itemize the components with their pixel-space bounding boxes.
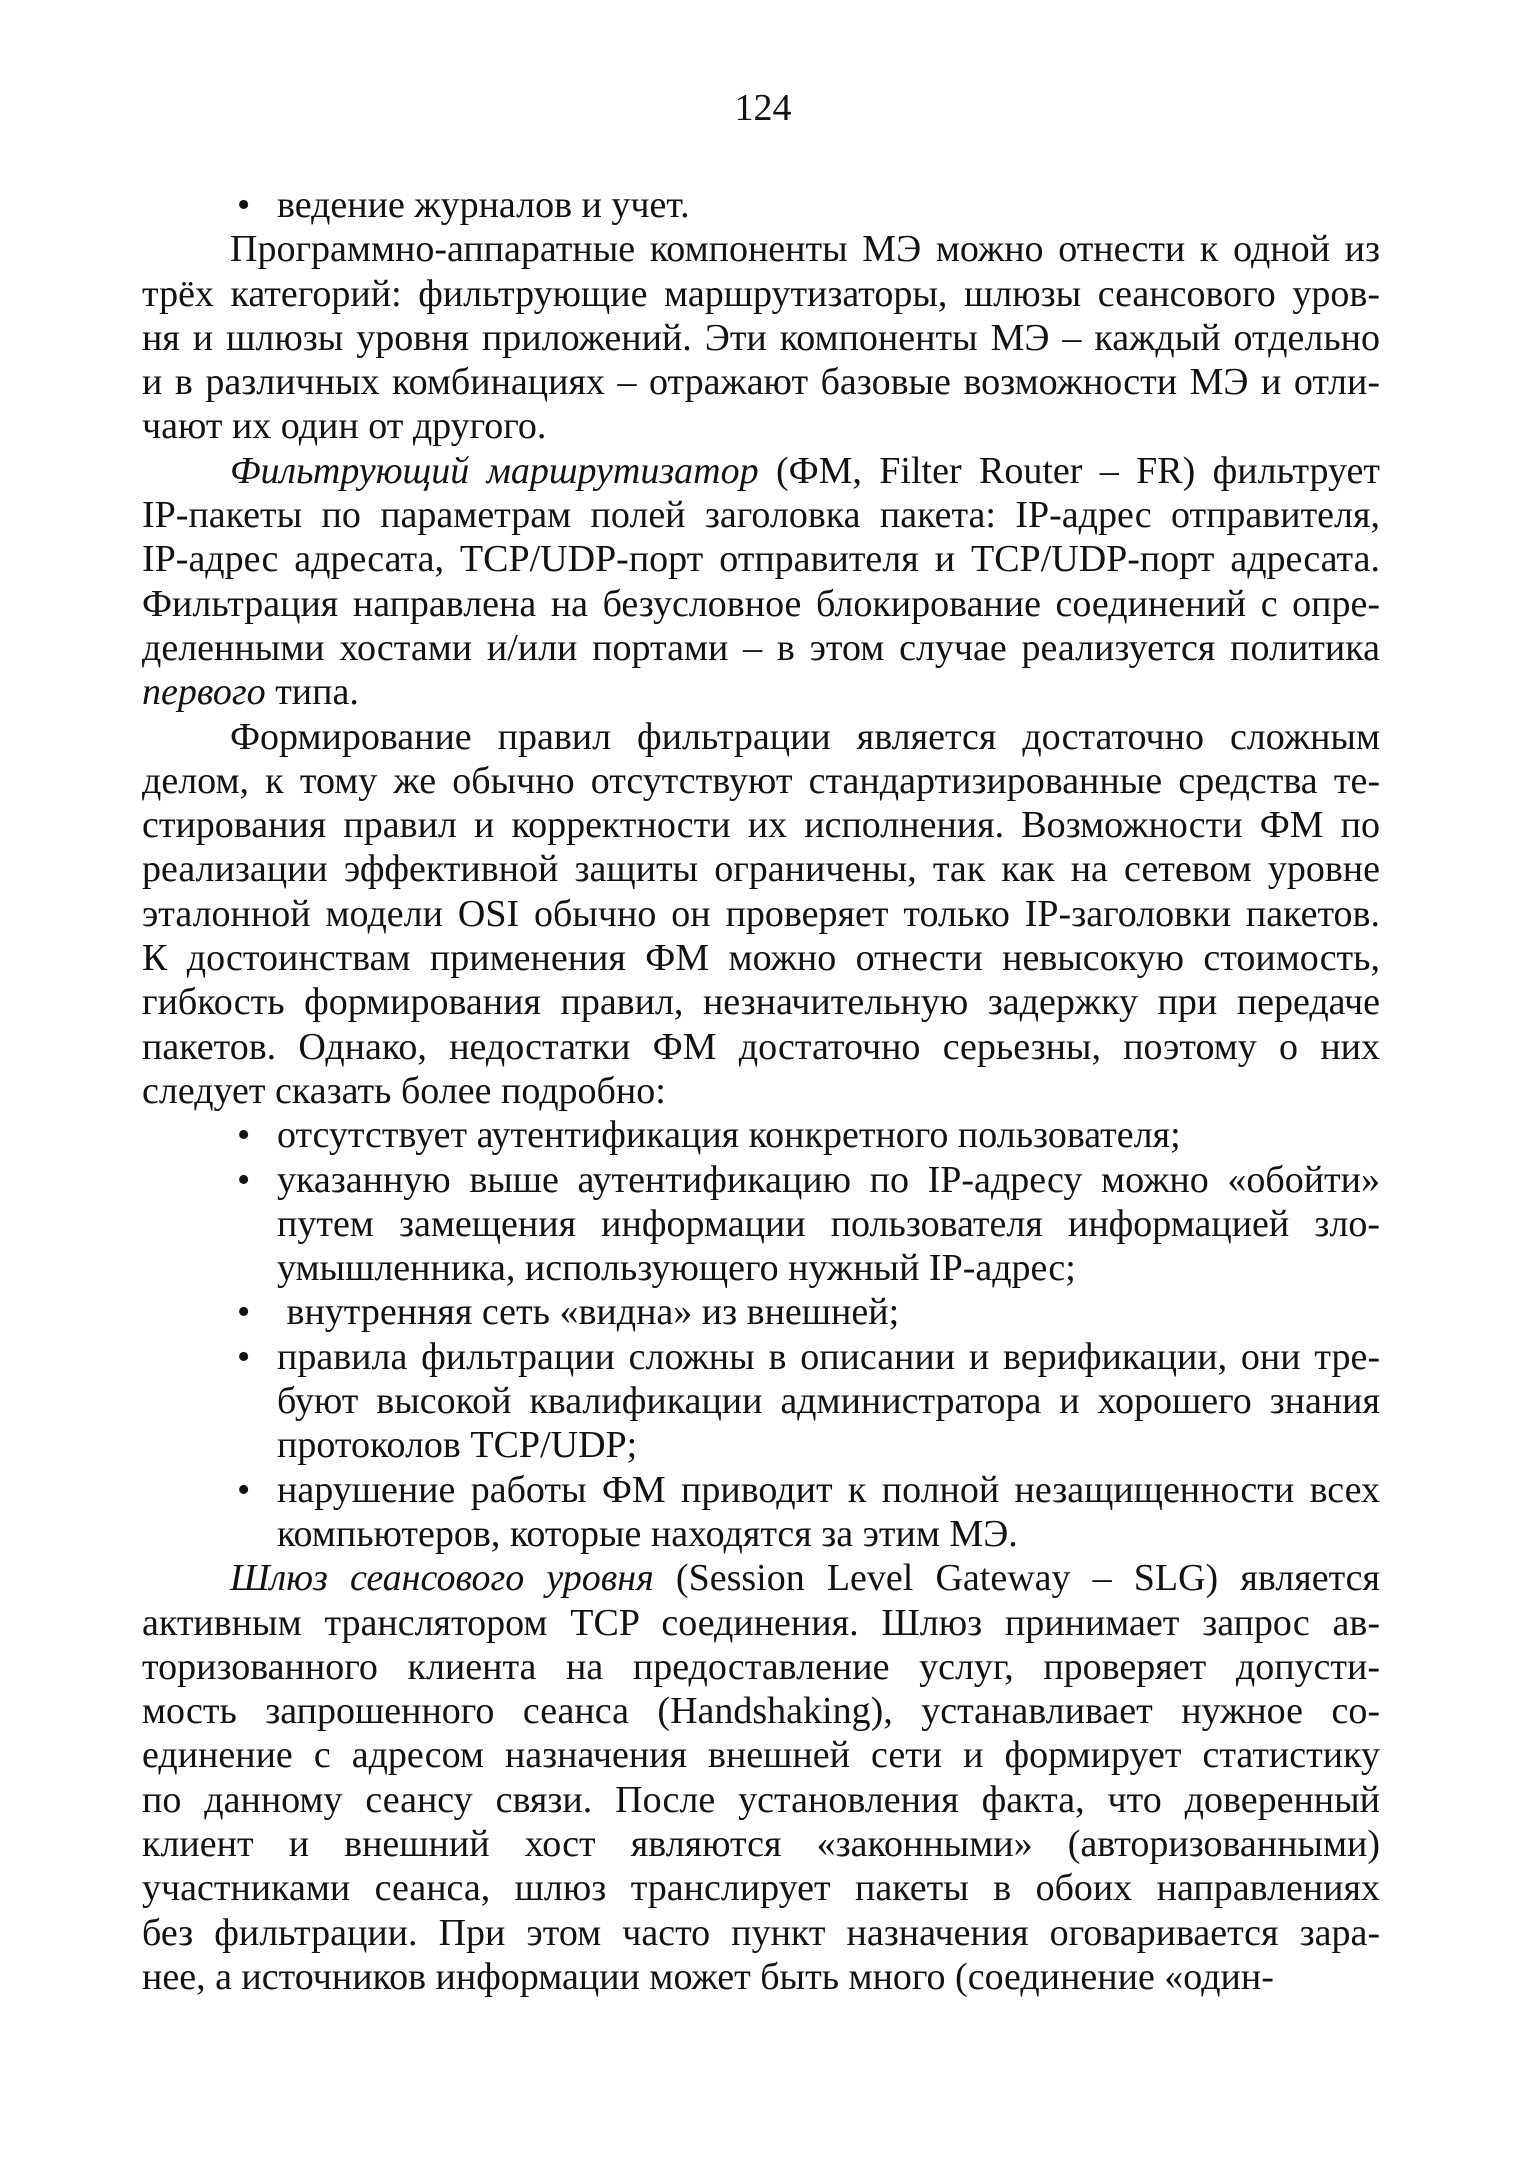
italic-text-segment: Шлюз сеансового уровня [230, 1557, 654, 1600]
text-line [142, 449, 1380, 493]
text-segment: буют высокой квалификации администратора и хорошего знания [277, 1380, 1380, 1423]
text-line [142, 360, 1380, 404]
text-segment: (Session Level Gateway – SLG) является [653, 1557, 1380, 1600]
text-segment: ведение журналов и учет. [277, 184, 690, 226]
text-segment: стирования правил и корректности их исполнения. Возможности ФМ по [142, 804, 1380, 847]
text-line [142, 582, 1380, 626]
bullet-marker: • [237, 184, 251, 226]
text-line [142, 1290, 1380, 1334]
text-line [142, 847, 1380, 891]
text-segment: отсутствует аутентификация конкретного пользователя; [277, 1114, 1181, 1157]
bullet-marker: • [237, 1158, 251, 1201]
text-segment: К достоинствам применения ФМ можно отнести невысокую стоимость, [142, 937, 1380, 980]
text-line [142, 715, 1380, 759]
text-segment: Формирование правил фильтрации является достаточно сложным [230, 715, 1380, 758]
text-line [142, 1556, 1380, 1600]
text-segment: деленными хостами и/или портами – в этом случае реализуется политика [142, 626, 1380, 669]
text-segment: активным транслятором TCP соединения. Шлюз принимает запрос ав- [142, 1601, 1380, 1644]
text-segment: чают их один от другого. [142, 405, 547, 448]
text-segment: нее, а источников информации может быть много (соединение «один- [142, 1955, 1274, 1998]
text-line [142, 1202, 1380, 1246]
text-line [142, 227, 1380, 271]
text-line [142, 1866, 1380, 1910]
page-body [142, 183, 1380, 1999]
text-line [142, 1069, 1380, 1113]
text-line [142, 1379, 1380, 1423]
text-line [142, 1733, 1380, 1777]
text-line [142, 1158, 1380, 1202]
text-segment: клиент и внешний хост являются «законными» (авторизованными) [142, 1822, 1380, 1865]
text-line [142, 183, 1380, 227]
text-segment: гибкость формирования правил, незначительную задержку при передаче [142, 981, 1380, 1024]
text-segment: по данному сеансу связи. После установления факта, что доверенный [142, 1778, 1380, 1821]
text-segment: правила фильтрации сложны в описании и верификации, они тре- [277, 1335, 1380, 1378]
text-segment: Программно-аппаратные компоненты МЭ можно отнести к одной из [230, 228, 1380, 271]
text-segment: пакетов. Однако, недостатки ФМ достаточно серьезны, поэтому о них [142, 1025, 1380, 1068]
text-segment: без фильтрации. При этом часто пункт назначения оговаривается зара- [142, 1911, 1380, 1954]
text-segment: Фильтрация направлена на безусловное блокирование соединений с опре- [142, 582, 1380, 625]
text-line [142, 1512, 1380, 1556]
text-segment: указанную выше аутентификацию по IP-адресу можно «обойти» [277, 1158, 1380, 1201]
italic-text-segment: первого [142, 671, 266, 714]
text-segment: нарушение работы ФМ приводит к полной незащищенности всех [277, 1468, 1380, 1511]
page-number: 124 [734, 87, 792, 129]
text-segment: протоколов TCP/UDP; [277, 1424, 638, 1467]
text-line [142, 1822, 1380, 1866]
text-line [142, 1601, 1380, 1645]
text-line [142, 1955, 1380, 1999]
text-segment: компьютеров, которые находятся за этим МЭ. [277, 1512, 1018, 1555]
bullet-marker: • [237, 1114, 251, 1157]
text-segment: трёх категорий: фильтрующие маршрутизаторы, шлюзы сеансового уров- [142, 272, 1380, 315]
bullet-marker: • [237, 1291, 251, 1334]
text-line [142, 404, 1380, 448]
text-line [142, 1645, 1380, 1689]
text-segment: (ФМ, Filter Router – FR) фильтрует [758, 449, 1380, 492]
text-line [142, 316, 1380, 360]
text-line [142, 537, 1380, 581]
text-segment: IP-адрес адресата, TCP/UDP-порт отправителя и TCP/UDP-порт адресата. [142, 538, 1380, 581]
text-segment: эталонной модели OSI обычно он проверяет только IP-заголовки пакетов. [142, 892, 1380, 935]
text-line [142, 759, 1380, 803]
text-segment: ня и шлюзы уровня приложений. Эти компоненты МЭ – каждый отдельно [142, 316, 1380, 359]
text-line [142, 1423, 1380, 1467]
italic-text-segment: Фильтрующий маршрутизатор [230, 449, 759, 492]
text-segment: внутренняя сеть «видна» из внешней; [277, 1291, 900, 1334]
text-line [142, 980, 1380, 1024]
text-segment: делом, к тому же обычно отсутствуют стандартизированные средства те- [142, 759, 1380, 802]
text-segment: единение с адресом назначения внешней сети и формирует статистику [142, 1734, 1380, 1777]
text-segment: реализации эффективной защиты ограничены, так как на сетевом уровне [142, 848, 1380, 891]
text-line [142, 670, 1380, 714]
text-line [142, 1468, 1380, 1512]
text-line [142, 1911, 1380, 1955]
text-segment: торизованного клиента на предоставление услуг, проверяет допусти- [142, 1645, 1380, 1688]
text-line [142, 892, 1380, 936]
text-line [142, 1246, 1380, 1290]
text-line [142, 803, 1380, 847]
text-line [142, 1025, 1380, 1069]
text-segment: мость запрошенного сеанса (Handshaking), устанавливает нужное со- [142, 1690, 1380, 1733]
text-line [142, 493, 1380, 537]
bullet-marker: • [237, 1468, 251, 1511]
text-line [142, 1113, 1380, 1157]
text-segment: типа. [265, 671, 359, 714]
text-segment: IP-пакеты по параметрам полей заголовка пакета: IP-адрес отправителя, [142, 494, 1380, 537]
text-line [142, 1778, 1380, 1822]
text-line [142, 1689, 1380, 1733]
text-segment: участниками сеанса, шлюз транслирует пакеты в обоих направлениях [142, 1867, 1380, 1910]
text-segment: путем замещения информации пользователя информацией зло- [277, 1202, 1380, 1245]
text-segment: и в различных комбинациях – отражают базовые возможности МЭ и отли- [142, 361, 1380, 404]
text-line [142, 936, 1380, 980]
text-line [142, 272, 1380, 316]
text-segment: умышленника, использующего нужный IP-адрес; [277, 1247, 1076, 1290]
text-line [142, 1335, 1380, 1379]
text-line [142, 626, 1380, 670]
bullet-marker: • [237, 1335, 251, 1378]
text-segment: следует сказать более подробно: [142, 1069, 666, 1112]
